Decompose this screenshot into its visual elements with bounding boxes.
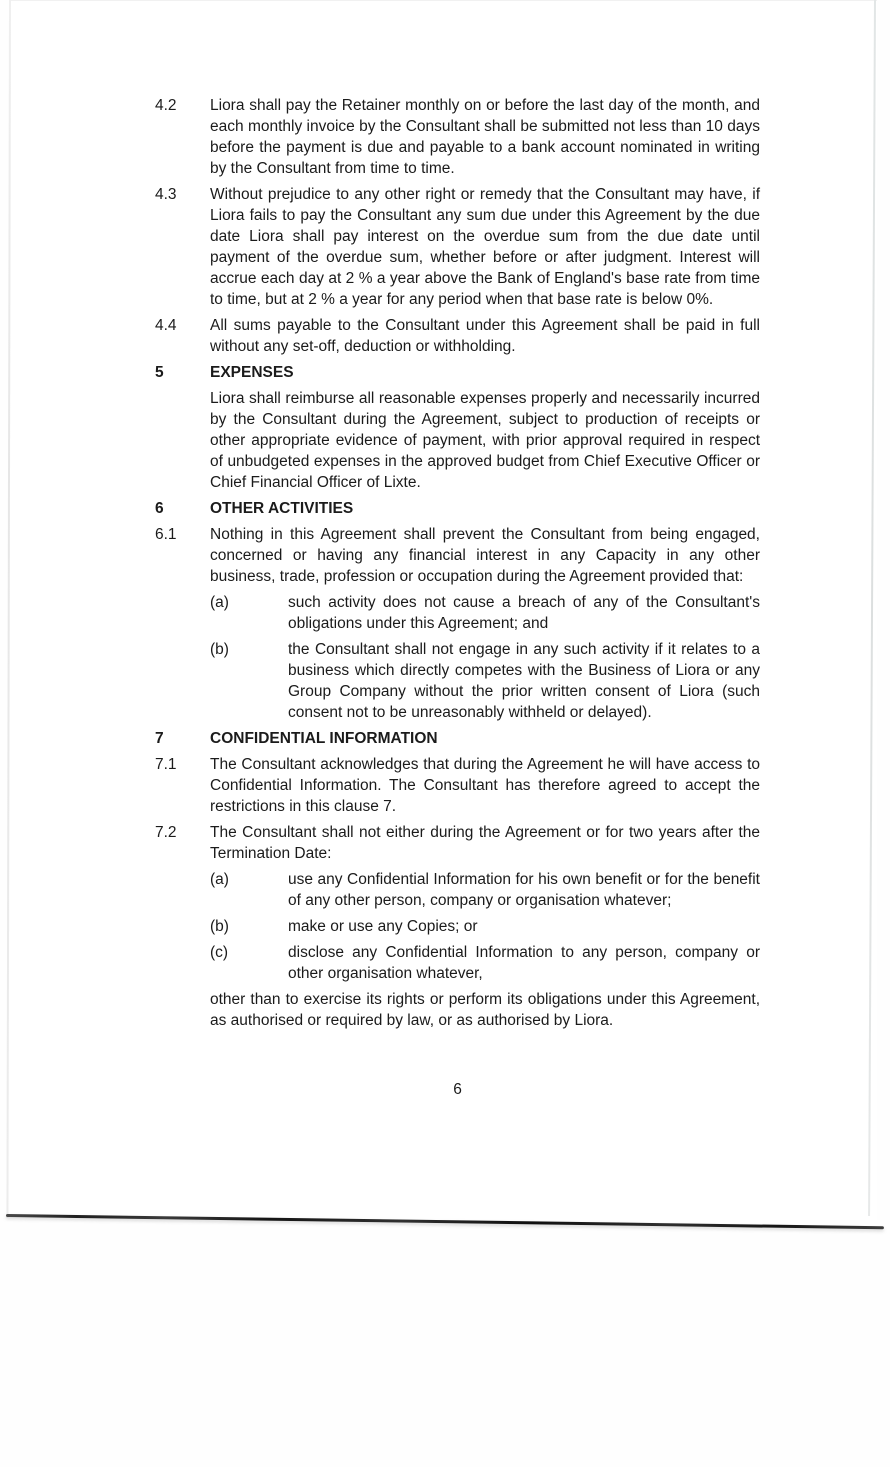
clause-7-confidential-information [155,728,760,749]
document-page [10,0,877,1220]
list-item-a [210,869,760,911]
list-item-text: disclose any Confidential Information to any person, company or other organisation whatever, [288,944,760,982]
clause-number: 7 [155,730,164,747]
clause-6-1 [155,524,760,723]
page-number: 6 [453,1081,462,1098]
clause-paragraph: Liora shall pay the Retainer monthly on or before the last day of the month, and each monthly invoice by the Consultant shall be submitted not less than 10 days before the payment is due and payable to a bank account nominated in writing by the Consultant from time to time. [210,97,760,177]
clause-paragraph: The Consultant shall not either during the Agreement or for two years after the Termination Date: [210,824,760,862]
clause-4-4 [155,315,760,357]
list-item-a [210,592,760,634]
list-item-text: make or use any Copies; or [288,918,478,935]
list-marker: (c) [210,944,229,961]
clause-number: 4.4 [155,317,177,334]
page-footer [155,1079,760,1100]
clause-4-3 [155,184,760,310]
clause-paragraph: Liora shall reimburse all reasonable expenses properly and necessarily incurred by the Consultant during the Agreement, subject to production of receipts or other appropriate evidence of payment, with prior approval required in respect of unbudgeted expenses in the approved budget from Chief Executive Officer or Chief Financial Officer of Lixte. [210,390,760,491]
section-heading: CONFIDENTIAL INFORMATION [210,730,438,747]
list-marker: (b) [210,641,229,658]
clause-paragraph: Nothing in this Agreement shall prevent the Consultant from being engaged, concerned or having any financial interest in any Capacity in any other business, trade, profession or occupation during the Agreement provided that: [210,526,760,585]
clause-number: 7.1 [155,756,177,773]
list-item-text: the Consultant shall not engage in any such activity if it relates to a business which directly competes with the Business of Liora or any Group Company without the prior written consent of Liora (such consent not to be unreasonably withheld or delayed). [288,641,760,721]
clause-number: 6.1 [155,526,177,543]
clause-7-2 [155,822,760,1031]
list-marker: (b) [210,918,229,935]
section-heading: OTHER ACTIVITIES [210,500,354,517]
clause-number: 4.3 [155,186,177,203]
section-heading: EXPENSES [210,364,294,381]
list-item-b [210,639,760,723]
list-item-text: use any Confidential Information for his own benefit or for the benefit of any other person, company or organisation whatever; [288,871,760,909]
clause-number: 5 [155,364,164,381]
clause-5-expenses [155,362,760,493]
continuation-paragraph: other than to exercise its rights or perform its obligations under this Agreement, as authorised or required by law, or as authorised by Liora. [210,991,760,1029]
clause-number: 4.2 [155,97,177,114]
clause-7-1 [155,754,760,817]
list-item-c [210,942,760,984]
clause-paragraph: Without prejudice to any other right or remedy that the Consultant may have, if Liora fails to pay the Consultant any sum due under this Agreement by the due date Liora shall pay interest on the overdue sum from the due date until payment of the overdue sum, whether before or after judgment. Interest will accrue each day at 2 % a year above the Bank of England's base rate from time to time, but at 2 % a year for any period when that base rate is below 0%. [210,186,760,308]
list-item-b [210,916,760,937]
clause-paragraph: The Consultant acknowledges that during the Agreement he will have access to Confidential Information. The Consultant has therefore agreed to accept the restrictions in this clause 7. [210,756,760,815]
clause-paragraph: All sums payable to the Consultant under this Agreement shall be paid in full without any set-off, deduction or withholding. [210,317,760,355]
list-item-text: such activity does not cause a breach of any of the Consultant's obligations under this Agreement; and [288,594,760,632]
clause-4-2 [155,95,760,179]
clause-number: 6 [155,500,164,517]
document-text-block [10,1,877,1100]
list-marker: (a) [210,871,229,888]
clause-number: 7.2 [155,824,177,841]
list-marker: (a) [210,594,229,611]
clause-6-other-activities [155,498,760,519]
